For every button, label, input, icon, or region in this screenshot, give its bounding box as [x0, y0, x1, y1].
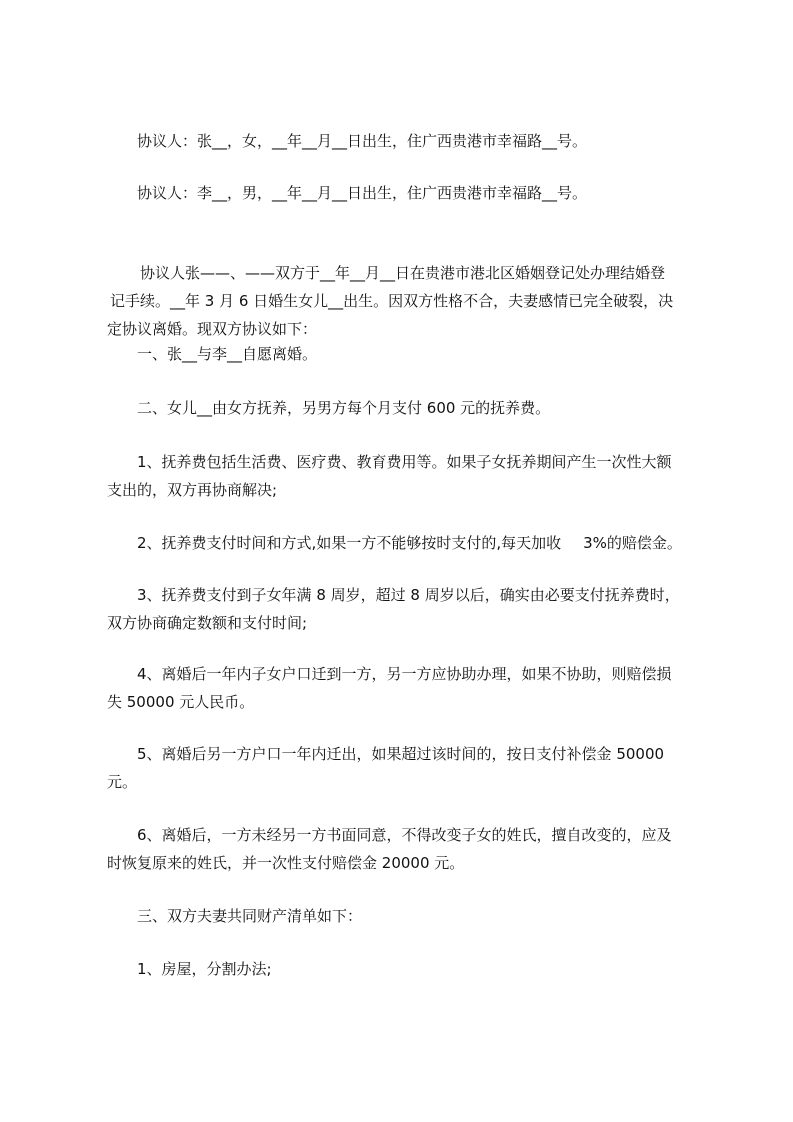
clause-2: 二、女儿__由女方抚养，另男方每个月支付 600 元的抚养费。	[137, 399, 551, 417]
item-1-line-2: 支出的，双方再协商解决;	[107, 481, 278, 499]
intro-line-3: 定协议离婚。现双方协议如下：	[107, 320, 318, 338]
item-4-line-2: 失 50000 元人民币。	[107, 693, 255, 711]
item-4-line-1: 4、离婚后一年内子女户口迁到一方，另一方应协助办理，如果不协助，则赔偿损	[137, 665, 672, 683]
item-4-paragraph	[0, 660, 672, 716]
item-3-line-1: 3、抚养费支付到子女年满 8 周岁，超过 8 周岁以后，确实由必要支付抚养费时，	[137, 586, 680, 604]
clause-3: 三、双方夫妻共同财产清单如下：	[137, 907, 363, 925]
item-5-line-1: 5、离婚后另一方户口一年内迁出，如果超过该时间的，按日支付补偿金 50000	[137, 745, 665, 763]
item-6-line-1: 6、离婚后，一方未经另一方书面同意，不得改变子女的姓氏，擅自改变的，应及	[137, 826, 672, 844]
intro-line-1: 协议人张——、——双方于__年__月__日在贵港市港北区婚姻登记处办理结婚登	[140, 264, 666, 282]
item-2-rate: 3%的赔偿金。	[583, 534, 682, 552]
item-1-paragraph	[0, 448, 672, 504]
item-2	[137, 529, 682, 557]
item-2-main: 2、抚养费支付时间和方式,如果一方不能够按时支付的,每天加收	[137, 534, 562, 552]
clause-1: 一、张__与李__自愿离婚。	[137, 345, 318, 363]
item-5-line-2: 元。	[107, 773, 138, 791]
item-6-line-2: 时恢复原来的姓氏，并一次性支付赔偿金 20000 元。	[107, 854, 465, 872]
item-3-paragraph	[0, 581, 680, 637]
intro-line-2: 记手续。__年 3 月 6 日婚生女儿__出生。因双方性格不合，夫妻感情已完全破裂，决	[110, 292, 674, 310]
intro-paragraph	[0, 259, 673, 343]
item-5-paragraph	[0, 740, 664, 796]
item-6-paragraph	[0, 821, 672, 877]
item-1-line-1: 1、抚养费包括生活费、医疗费、教育费用等。如果子女抚养期间产生一次性大额	[137, 453, 672, 471]
party-a-line: 协议人：张__，女，__年__月__日出生，住广西贵港市幸福路__号。	[137, 132, 588, 150]
item-3-line-2: 双方协商确定数额和支付时间;	[107, 614, 308, 632]
party-b-line: 协议人：李__，男，__年__月__日出生，住广西贵港市幸福路__号。	[137, 184, 588, 202]
property-1: 1、房屋，分割办法;	[137, 960, 272, 978]
